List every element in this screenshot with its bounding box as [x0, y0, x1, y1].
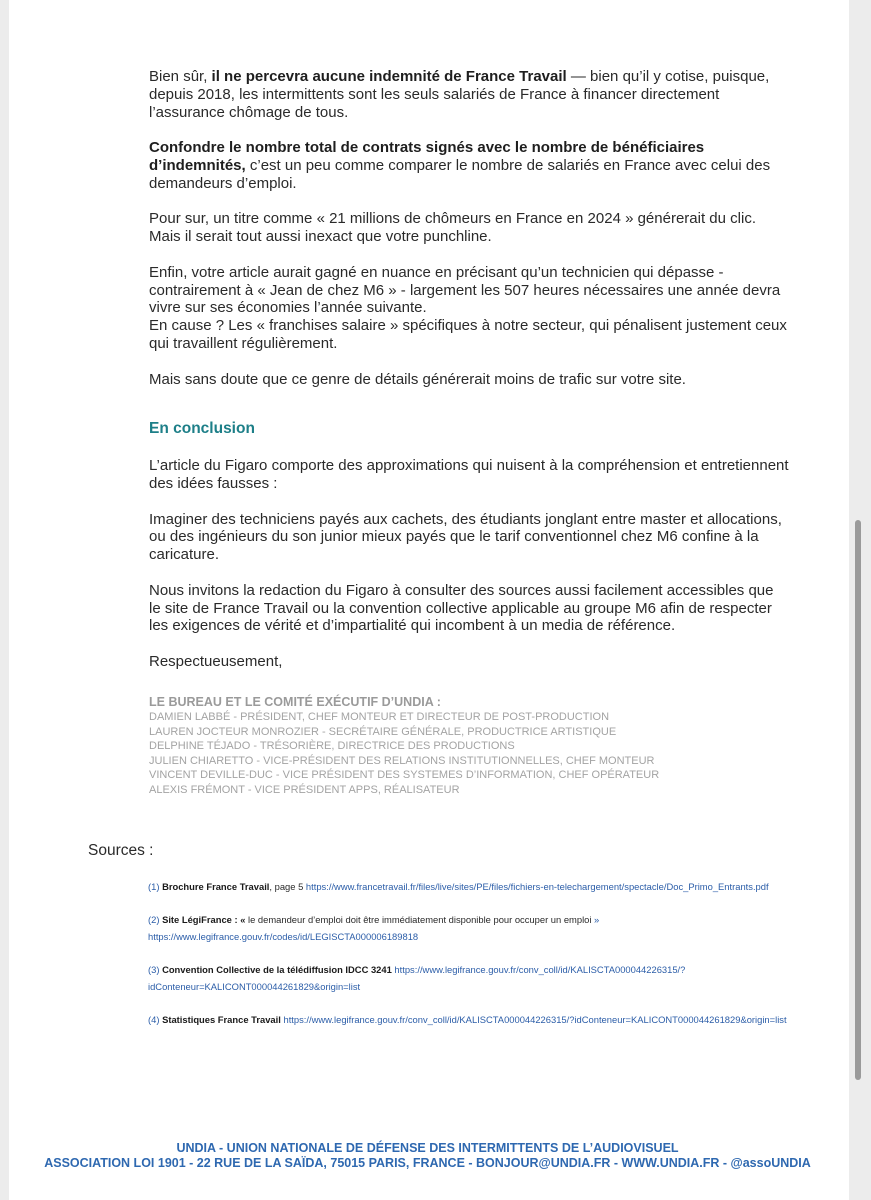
source-link[interactable]: https://www.legifrance.gouv.fr/conv_coll/id/KALISCTA000044226315/?idConteneur=KALICONT000044261829&origin=list	[148, 964, 686, 992]
vertical-scrollbar[interactable]	[855, 520, 861, 1080]
source-quote-close: »	[591, 914, 600, 925]
letter-body	[149, 68, 789, 689]
source-item-2	[148, 911, 788, 945]
signature-block	[149, 694, 709, 798]
signature-member: LAUREN JOCTEUR MONROZIER - SECRÉTAIRE GÉNÉRALE, PRODUCTRICE ARTISTIQUE	[149, 725, 617, 738]
source-link[interactable]: https://www.legifrance.gouv.fr/codes/id/LEGISCTA000006189818	[148, 931, 419, 942]
p4-text-b: En cause ? Les « franchises salaire » spécifiques à notre secteur, qui pénalisent justement ceux qui travaillent régulièrement.	[149, 317, 787, 352]
source-label: Brochure France Travail	[162, 881, 270, 892]
footer	[0, 1141, 855, 1171]
p2-bold: Confondre le nombre total de contrats signés avec le nombre de bénéficiaires d’indemnités,	[149, 139, 705, 174]
p1-bold: il ne percevra aucune indemnité de France Travail	[211, 68, 567, 85]
paragraph-enfin	[149, 264, 789, 353]
section-heading-conclusion: En conclusion	[149, 420, 255, 438]
source-number: (3)	[148, 964, 163, 975]
p4-text-a: Enfin, votre article aurait gagné en nuance en précisant qu’un technicien qui dépasse - contrairement à « Jean de chez M6 » - largement les 507 heures nécessaires une année devra vivre sur ses économies l’année suivante.	[149, 263, 781, 317]
sources-title: Sources :	[88, 842, 154, 859]
paragraph-titre: Pour sur, un titre comme « 21 millions de chômeurs en France en 2024 » générerait du clic. Mais il serait tout aussi inexact que votre punchline.	[149, 210, 756, 246]
signature-member: DELPHINE TÉJADO - TRÉSORIÈRE, DIRECTRICE DES PRODUCTIONS	[149, 740, 515, 753]
paragraph-indemnite	[149, 68, 789, 121]
paragraph-trafic: Mais sans doute que ce genre de détails générerait moins de trafic sur votre site.	[149, 370, 686, 388]
source-item-1	[148, 878, 788, 895]
signature-member: VINCENT DEVILLE-DUC - VICE PRÉSIDENT DES SYSTEMES D’INFORMATION, CHEF OPÉRATEUR	[149, 769, 660, 782]
source-link[interactable]: https://www.legifrance.gouv.fr/conv_coll/id/KALISCTA000044226315/?idConteneur=KALICONT000044261829&origin=list	[283, 1014, 787, 1025]
source-label: Site LégiFrance : «	[162, 914, 246, 925]
source-label: Statistiques France Travail	[162, 1014, 281, 1025]
source-item-3	[148, 961, 788, 995]
source-label: Convention Collective de la télédiffusion IDCC 3241	[162, 964, 392, 975]
source-text: le demandeur d’emploi doit être immédiatement disponible pour occuper un emploi	[245, 914, 592, 925]
closing-salutation: Respectueusement,	[149, 652, 283, 670]
source-number: (2)	[148, 914, 163, 925]
signature-member: JULIEN CHIARETTO - VICE-PRÉSIDENT DES RELATIONS INSTITUTIONNELLES, CHEF MONTEUR	[149, 754, 655, 767]
sources-list	[148, 878, 788, 1044]
source-link[interactable]: https://www.francetravail.fr/files/live/sites/PE/files/fichiers-en-telechargement/spectacle/Doc_Primo_Entrants.pdf	[305, 881, 769, 892]
paragraph-confondre	[149, 139, 789, 192]
p1-text-end: — bien qu’il y cotise, puisque, depuis 2018, les intermittents sont les seuls salariés de France à financer directement l’assurance chômage de tous.	[149, 68, 770, 121]
source-item-4	[148, 1011, 788, 1028]
signature-member: ALEXIS FRÉMONT - VICE PRÉSIDENT APPS, RÉALISATEUR	[149, 783, 460, 796]
footer-line-organisation: UNDIA - UNION NATIONALE DE DÉFENSE DES INTERMITTENTS DE L’AUDIOVISUEL	[176, 1141, 679, 1155]
paragraph-conclusion-3: Nous invitons la redaction du Figaro à consulter des sources aussi facilement accessibles que le site de France Travail ou la convention collective applicable au groupe M6 afin de respecter les exigences de vérité et d’impartialité qui incombent à un media de référence.	[149, 581, 774, 635]
source-number: (4)	[148, 1014, 163, 1025]
source-number: (1)	[148, 881, 163, 892]
footer-line-address: ASSOCIATION LOI 1901 - 22 RUE DE LA SAÏDA, 75015 PARIS, FRANCE - BONJOUR@UNDIA.FR - WWW.UNDIA.FR - @assoUNDIA	[44, 1156, 811, 1170]
p2-text: c’est un peu comme comparer le nombre de salariés en France avec celui des demandeurs d’emploi.	[149, 156, 771, 192]
source-text: , page 5	[269, 881, 306, 892]
paragraph-conclusion-2: Imaginer des techniciens payés aux cachets, des étudiants jonglant entre master et allocations, ou des ingénieurs du son junior mieux payés que le tarif conventionnel chez M6 confine à la caricature.	[149, 510, 782, 564]
paragraph-conclusion-1: L’article du Figaro comporte des approximations qui nuisent à la compréhension et entretiennent des idées fausses :	[149, 457, 789, 492]
p1-text-start: Bien sûr,	[149, 68, 212, 85]
signature-member: DAMIEN LABBÉ - PRÉSIDENT, CHEF MONTEUR ET DIRECTEUR DE POST-PRODUCTION	[149, 711, 610, 723]
signature-title: LE BUREAU ET LE COMITÉ EXÉCUTIF D’UNDIA :	[149, 695, 441, 709]
